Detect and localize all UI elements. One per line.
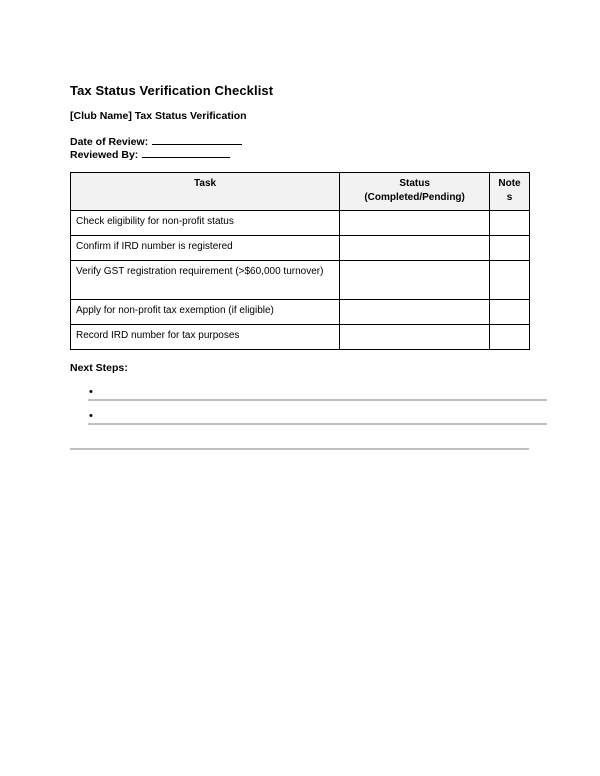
notes-cell[interactable] [490,325,530,350]
document-subtitle: [Club Name] Tax Status Verification [70,110,247,122]
table-row [71,300,530,325]
header-status-line1: Status [399,178,430,189]
header-status [340,173,490,211]
task-cell: Record IRD number for tax purposes [71,325,340,350]
status-cell[interactable] [340,261,490,300]
table-header-row [71,173,530,211]
bullet-icon: • [89,410,93,422]
header-notes [490,173,530,211]
next-step-item[interactable] [88,387,547,401]
reviewed-by-label: Reviewed By: [70,149,139,161]
table-row [71,325,530,350]
task-cell: Check eligibility for non-profit status [71,211,340,236]
table-row [71,236,530,261]
next-step-line [88,399,547,401]
horizontal-rule [70,448,529,450]
header-task: Task [71,173,340,211]
document-title: Tax Status Verification Checklist [70,83,274,98]
status-cell[interactable] [340,211,490,236]
header-status-line2: (Completed/Pending) [364,192,465,203]
status-cell[interactable] [340,300,490,325]
status-cell[interactable] [340,236,490,261]
header-notes-line2: s [506,192,513,203]
task-cell: Verify GST registration requirement (>$60,000 turnover) [71,261,340,300]
checklist-table [70,172,530,350]
notes-cell[interactable] [490,261,530,300]
date-of-review-field [70,135,242,148]
notes-cell[interactable] [490,211,530,236]
table-row [71,261,530,300]
status-cell[interactable] [340,325,490,350]
date-of-review-blank[interactable] [152,135,242,145]
next-step-line [88,423,547,425]
bullet-icon: • [89,386,93,398]
next-step-item[interactable] [88,411,547,425]
date-of-review-label: Date of Review: [70,136,149,148]
task-cell: Apply for non-profit tax exemption (if eligible) [71,300,340,325]
notes-cell[interactable] [490,236,530,261]
task-cell: Confirm if IRD number is registered [71,236,340,261]
next-steps-title: Next Steps: [70,362,128,374]
header-notes-line1: Note [498,178,521,189]
notes-cell[interactable] [490,300,530,325]
reviewed-by-field [70,148,230,161]
table-row [71,211,530,236]
reviewed-by-blank[interactable] [142,148,230,158]
